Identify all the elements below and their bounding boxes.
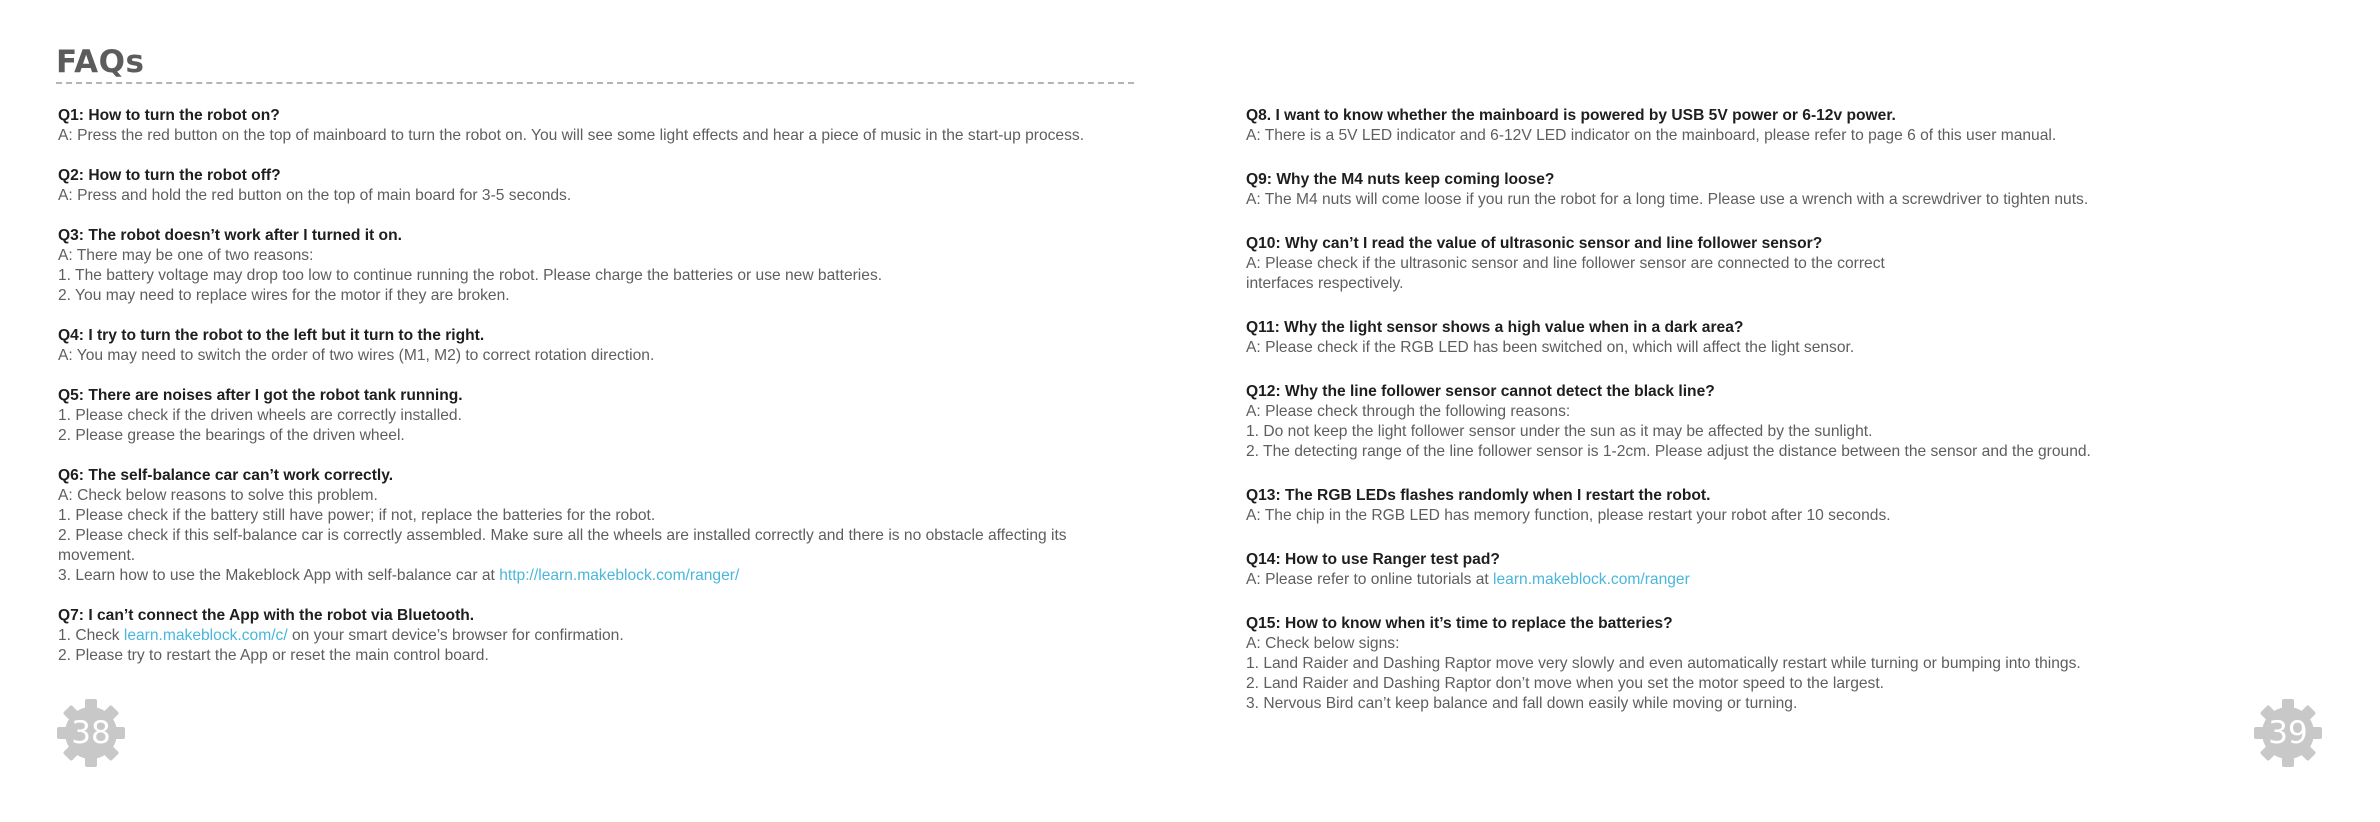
faq-item bbox=[1246, 486, 2246, 526]
faq-answer: 1. Do not keep the light follower sensor under the sun as it may be affected by the sunlight. bbox=[1246, 423, 1873, 440]
faq-answer: A: Press and hold the red button on the top of main board for 3-5 seconds. bbox=[58, 187, 572, 204]
faq-answer: 3. Nervous Bird can’t keep balance and fall down easily while moving or turning. bbox=[1246, 695, 1798, 712]
faq-question: Q6: The self-balance car can’t work correctly. bbox=[58, 467, 394, 484]
page-number: 38 bbox=[71, 715, 111, 751]
faq-answer: A: Please check if the RGB LED has been switched on, which will affect the light sensor. bbox=[1246, 339, 1855, 356]
faq-answer-text: A: Please refer to online tutorials at bbox=[1246, 571, 1494, 588]
faq-question: Q11: Why the light sensor shows a high value when in a dark area? bbox=[1246, 319, 1744, 336]
faq-answer: 2. Please check if this self-balance car is correctly assembled. Make sure all the wheels are installed correctly and there is no obstacle affecting its movement. bbox=[58, 527, 1067, 564]
makeblock-learn-link[interactable]: learn.makeblock.com/c/ bbox=[123, 627, 288, 644]
faq-question: Q9: Why the M4 nuts keep coming loose? bbox=[1246, 171, 1555, 188]
faq-answer: 1. Land Raider and Dashing Raptor move very slowly and even automatically restart while turning or bumping into things. bbox=[1246, 655, 2081, 672]
faq-question: Q13: The RGB LEDs flashes randomly when I restart the robot. bbox=[1246, 487, 1711, 504]
right-column bbox=[1246, 106, 2246, 714]
left-column bbox=[58, 106, 1138, 666]
faq-answer-text: 1. Check bbox=[58, 627, 124, 644]
faq-answer: 1. Please check if the driven wheels are correctly installed. bbox=[58, 407, 462, 424]
faq-item bbox=[58, 226, 1138, 306]
page-number: 39 bbox=[2268, 715, 2308, 751]
title-divider bbox=[56, 82, 1134, 84]
faq-question: Q15: How to know when it’s time to replace the batteries? bbox=[1246, 615, 1673, 632]
faq-answer: 2. You may need to replace wires for the motor if they are broken. bbox=[58, 287, 510, 304]
faq-question: Q14: How to use Ranger test pad? bbox=[1246, 551, 1500, 568]
faq-item bbox=[58, 606, 1138, 666]
faq-question: Q12: Why the line follower sensor cannot detect the black line? bbox=[1246, 383, 1715, 400]
faq-answer: A: You may need to switch the order of two wires (M1, M2) to correct rotation direction. bbox=[58, 347, 655, 364]
faq-question: Q3: The robot doesn’t work after I turned it on. bbox=[58, 227, 402, 244]
faq-answer: A: The chip in the RGB LED has memory function, please restart your robot after 10 seconds. bbox=[1246, 507, 1891, 524]
faq-answer: 2. Land Raider and Dashing Raptor don’t move when you set the motor speed to the largest. bbox=[1246, 675, 1884, 692]
faq-answer bbox=[1246, 570, 2246, 590]
faq-answer: interfaces respectively. bbox=[1246, 275, 1404, 292]
faq-answer: A: Check below reasons to solve this problem. bbox=[58, 487, 378, 504]
faq-item bbox=[58, 166, 1138, 206]
faq-item bbox=[1246, 106, 2246, 146]
faq-answer: 2. The detecting range of the line follower sensor is 1-2cm. Please adjust the distance between the sensor and the ground. bbox=[1246, 443, 2091, 460]
faq-item bbox=[58, 106, 1138, 146]
faq-answer: A: There is a 5V LED indicator and 6-12V LED indicator on the mainboard, please refer to page 6 of this user manual. bbox=[1246, 127, 2057, 144]
page-number-left bbox=[55, 697, 127, 769]
faq-answer-text: on your smart device’s browser for confirmation. bbox=[287, 627, 624, 644]
page-number-right bbox=[2252, 697, 2324, 769]
faq-item bbox=[58, 326, 1138, 366]
faq-answer: A: Please check through the following reasons: bbox=[1246, 403, 1571, 420]
faq-answer: 1. Please check if the battery still have power; if not, replace the batteries for the robot. bbox=[58, 507, 656, 524]
faq-answer: A: Check below signs: bbox=[1246, 635, 1400, 652]
faq-answer: A: The M4 nuts will come loose if you run the robot for a long time. Please use a wrench with a screwdriver to tighten nuts. bbox=[1246, 191, 2089, 208]
faq-question: Q5: There are noises after I got the robot tank running. bbox=[58, 387, 463, 404]
faq-question: Q1: How to turn the robot on? bbox=[58, 107, 280, 124]
ranger-tutorial-link[interactable]: http://learn.makeblock.com/ranger/ bbox=[499, 567, 740, 584]
faq-item bbox=[1246, 550, 2246, 590]
faq-answer bbox=[58, 626, 1138, 646]
faq-answer: A: Please check if the ultrasonic sensor and line follower sensor are connected to the correct bbox=[1246, 255, 1885, 272]
faq-item bbox=[58, 466, 1138, 586]
faq-answer: 2. Please try to restart the App or reset the main control board. bbox=[58, 647, 489, 664]
faq-answer bbox=[58, 566, 1138, 586]
page-title: FAQs bbox=[56, 44, 145, 80]
faq-question: Q4: I try to turn the robot to the left but it turn to the right. bbox=[58, 327, 485, 344]
faq-answer: A: Press the red button on the top of mainboard to turn the robot on. You will see some light effects and hear a piece of music in the start-up process. bbox=[58, 127, 1085, 144]
faq-answer: 1. The battery voltage may drop too low to continue running the robot. Please charge the batteries or use new batteries. bbox=[58, 267, 883, 284]
faq-question: Q7: I can’t connect the App with the robot via Bluetooth. bbox=[58, 607, 475, 624]
faq-item bbox=[1246, 170, 2246, 210]
faq-question: Q2: How to turn the robot off? bbox=[58, 167, 281, 184]
faq-item bbox=[58, 386, 1138, 446]
faq-item bbox=[1246, 382, 2246, 462]
faq-answer: 2. Please grease the bearings of the driven wheel. bbox=[58, 427, 405, 444]
faq-item bbox=[1246, 318, 2246, 358]
faq-answer-text: 3. Learn how to use the Makeblock App with self-balance car at bbox=[58, 567, 500, 584]
faq-item bbox=[1246, 614, 2246, 714]
ranger-online-link[interactable]: learn.makeblock.com/ranger bbox=[1493, 571, 1690, 588]
faq-answer: A: There may be one of two reasons: bbox=[58, 247, 314, 264]
faq-question: Q8. I want to know whether the mainboard is powered by USB 5V power or 6-12v power. bbox=[1246, 107, 1896, 124]
faq-question: Q10: Why can’t I read the value of ultrasonic sensor and line follower sensor? bbox=[1246, 235, 1823, 252]
faq-item bbox=[1246, 234, 2246, 294]
